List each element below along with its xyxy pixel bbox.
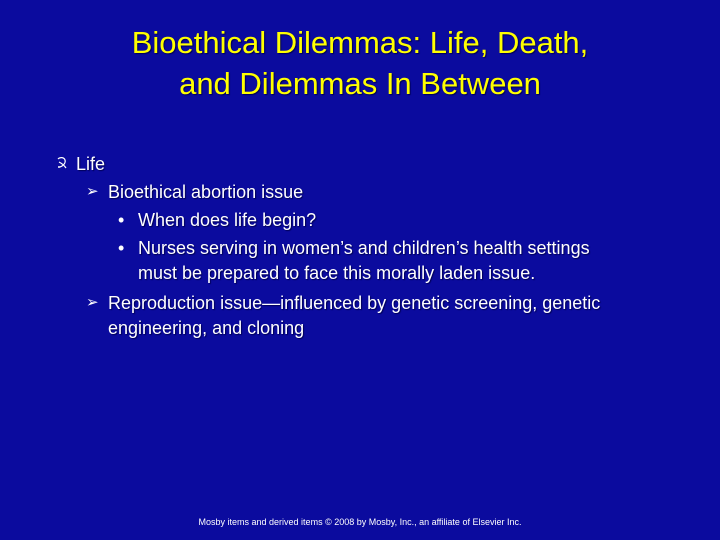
bullet-life-begin: When does life begin? [138, 210, 317, 230]
arrow-bullet-icon: ➢ [86, 294, 99, 311]
bullet-abortion-issue: Bioethical abortion issue [108, 182, 304, 202]
slide-title [40, 22, 680, 104]
arrow-bullet-icon: ➢ [86, 183, 99, 200]
copyright-footer: Mosby items and derived items © 2008 by Mosby, Inc., an affiliate of Elsevier Inc. [198, 517, 522, 527]
bullet-nurses-line-2: must be prepared to face this morally laden issue. [138, 263, 536, 283]
bullet-reproduction-line-1: Reproduction issue—influenced by genetic screening, genetic [108, 293, 601, 313]
bullet-nurses-line-1: Nurses serving in women’s and children’s health settings [138, 238, 590, 258]
bullet-reproduction-line-2: engineering, and cloning [108, 318, 305, 338]
dot-bullet-icon: • [118, 238, 125, 258]
fancy-bullet-icon [56, 156, 68, 170]
bullet-life: Life [76, 154, 106, 174]
slide-title-line-1: Bioethical Dilemmas: Life, Death, [131, 25, 589, 60]
dot-bullet-icon: • [118, 210, 125, 230]
slide-title-line-2: and Dilemmas In Between [179, 66, 541, 101]
